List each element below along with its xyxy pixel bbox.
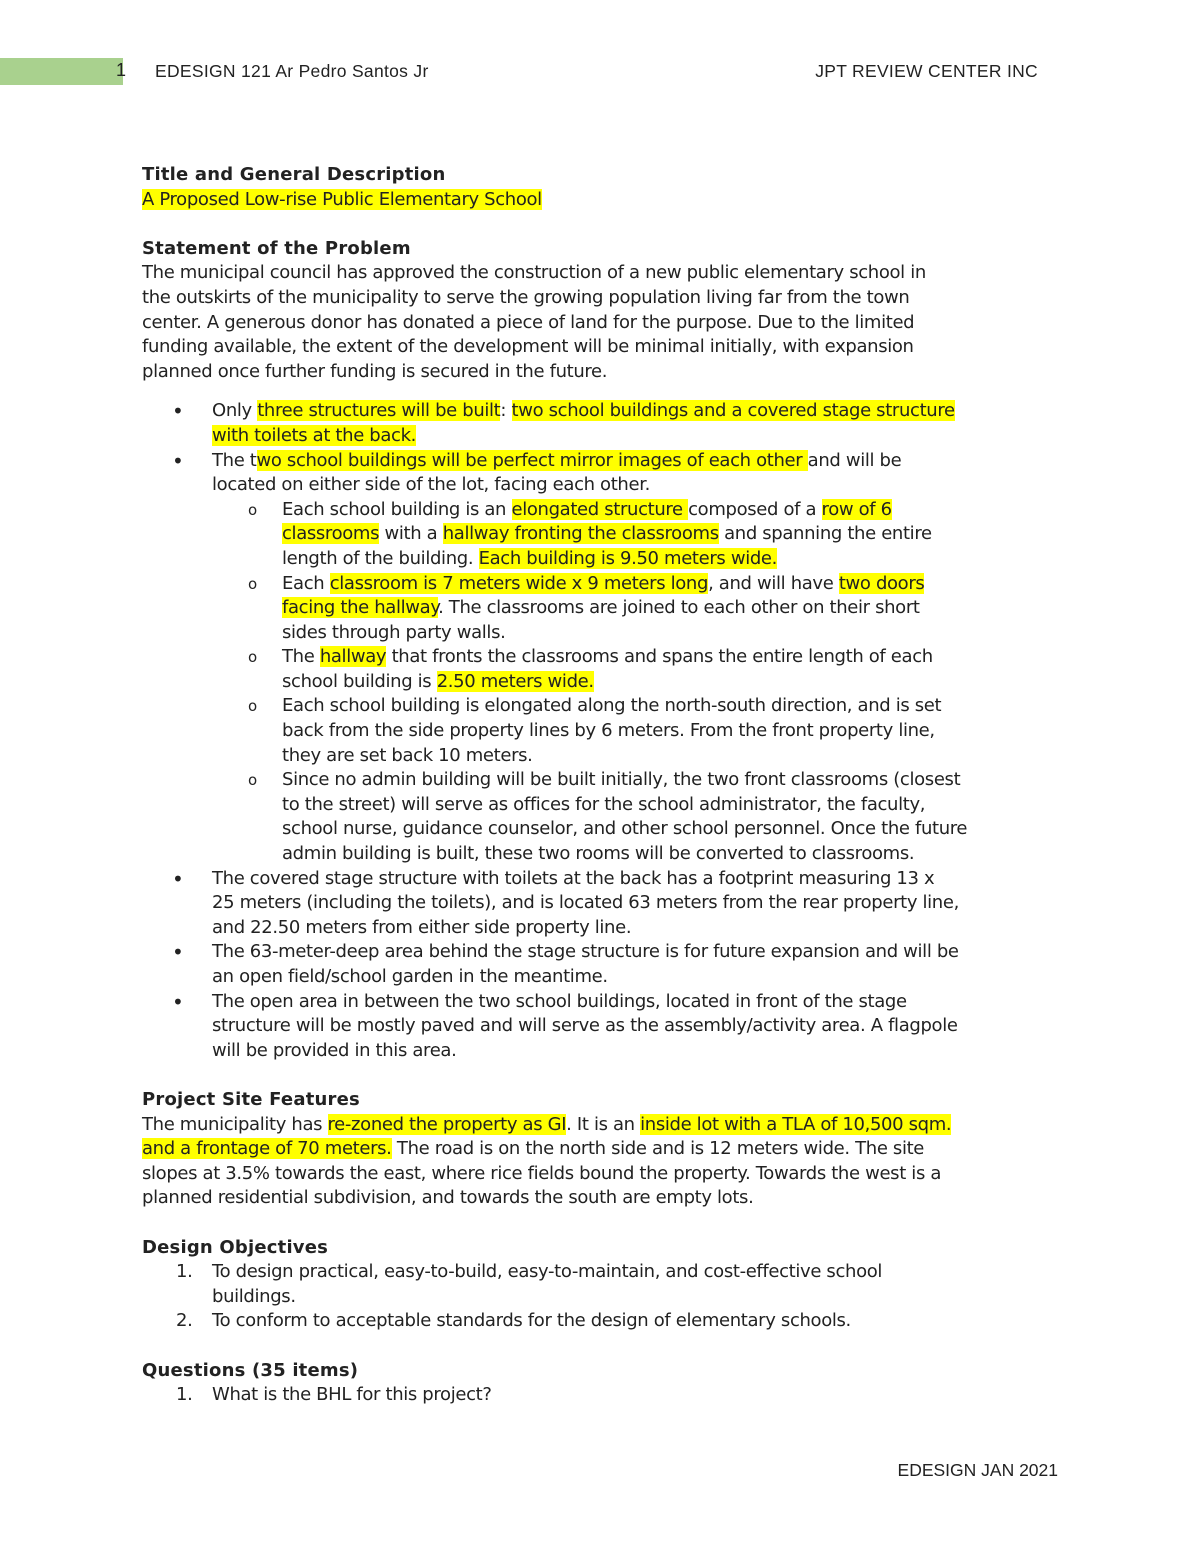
highlighted-text: facing the hallway (282, 597, 439, 619)
list-number: 1. (176, 1261, 193, 1283)
bullet-line (142, 916, 1082, 941)
section-heading: Title and General Description (142, 164, 446, 185)
bullet-line (142, 990, 1082, 1015)
text-run: Each school building is an (282, 498, 512, 520)
text-run: 25 meters (including the toilets), and is located 63 meters from the rear property line, (212, 892, 959, 914)
highlighted-text: wo school buildings will be perfect mirror images of each other (256, 449, 808, 471)
text-run: admin building is built, these two rooms will be converted to classrooms. (282, 843, 915, 865)
numbered-line (142, 1383, 1082, 1408)
sub-bullet-line (142, 719, 1082, 744)
text-run: the outskirts of the municipality to serve the growing population living far from the town (142, 286, 910, 308)
sub-bullet-line (142, 596, 1082, 621)
text-run: Since no admin building will be built initially, the two front classrooms (closest (282, 769, 961, 791)
header-course-title: EDESIGN 121 Ar Pedro Santos Jr (155, 61, 429, 81)
text-line (142, 286, 1082, 311)
bullet-line (142, 1014, 1082, 1039)
text-line (142, 311, 1082, 336)
spacer (142, 384, 1082, 399)
text-run: The covered stage structure with toilets at the back has a footprint measuring 13 x (212, 867, 935, 889)
bullet-line (142, 940, 1082, 965)
text-run: Each (282, 572, 330, 594)
sub-bullet-line (142, 817, 1082, 842)
text-line (142, 1113, 1082, 1138)
sub-bullet-line (142, 670, 1082, 695)
text-run: school nurse, guidance counselor, and other school personnel. Once the future (282, 818, 968, 840)
text-line (142, 188, 1082, 213)
text-run: The (282, 646, 320, 668)
text-run: and 22.50 meters from either side property line. (212, 916, 632, 938)
spacer (142, 1334, 1082, 1359)
highlighted-text: elongated structure (511, 498, 689, 520)
text-run: Each school building is elongated along the north-south direction, and is set (282, 695, 942, 717)
highlighted-text: classrooms (282, 523, 380, 545)
bullet-icon: o (248, 648, 257, 667)
sub-bullet-line (142, 645, 1082, 670)
text-run: planned once further funding is secured in the future. (142, 360, 608, 382)
section-heading: Questions (35 items) (142, 1359, 359, 1381)
text-run: The municipal council has approved the construction of a new public elementary school in (142, 262, 926, 284)
highlighted-text: A Proposed Low-rise Public Elementary School (142, 188, 542, 210)
bullet-line (142, 965, 1082, 990)
text-run: buildings. (212, 1285, 296, 1307)
highlighted-text: row of 6 (821, 498, 892, 520)
text-run: and will be (807, 449, 902, 471)
text-run: The road is on the north side and is 12 meters wide. The site (391, 1138, 925, 1160)
text-line (142, 261, 1082, 286)
sub-bullet-line (142, 572, 1082, 597)
text-line (142, 1186, 1082, 1211)
highlighted-text: hallway (319, 646, 387, 668)
text-run: school building is (282, 670, 437, 692)
highlighted-text: re-zoned the property as GI (327, 1113, 567, 1135)
spacer (142, 1211, 1082, 1236)
bullet-line (142, 1039, 1082, 1064)
bullet-icon: o (248, 500, 257, 519)
bullet-icon: • (172, 399, 184, 424)
highlighted-text: and a frontage of 70 meters. (142, 1138, 392, 1160)
text-run: The open area in between the two school buildings, located in front of the stage (212, 990, 907, 1012)
bullet-line (142, 473, 1082, 498)
page-number: 1 (115, 60, 126, 80)
section-heading: Design Objectives (142, 1236, 329, 1258)
text-run: and spanning the entire (718, 523, 932, 545)
text-line (142, 360, 1082, 385)
text-run: back from the side property lines by 6 meters. From the front property line, (282, 720, 935, 742)
highlighted-text: three structures will be built (257, 400, 501, 422)
bullet-icon: o (248, 574, 257, 593)
text-run: : (500, 400, 512, 422)
sub-bullet-line (142, 768, 1082, 793)
bullet-line (142, 867, 1082, 892)
text-run: located on either side of the lot, facing each other. (212, 474, 650, 496)
text-run: , and will have (708, 572, 839, 594)
bullet-line (142, 891, 1082, 916)
sub-bullet-line (142, 547, 1082, 572)
highlighted-text: 2.50 meters wide. (436, 670, 594, 692)
highlighted-text: Each building is 9.50 meters wide. (478, 547, 778, 569)
text-run: The municipality has (142, 1113, 328, 1135)
spacer (142, 212, 1082, 237)
sub-bullet-line (142, 621, 1082, 646)
highlighted-text: classroom is 7 meters wide x 9 meters long (329, 572, 709, 594)
text-run: sides through party walls. (282, 621, 506, 643)
bullet-line (142, 399, 1082, 424)
bullet-icon: • (172, 989, 184, 1014)
section-heading: Project Site Features (142, 1088, 360, 1110)
footer-text: EDESIGN JAN 2021 (897, 1460, 1058, 1480)
numbered-line (142, 1309, 1082, 1334)
sub-bullet-line (142, 498, 1082, 523)
bullet-icon: • (172, 866, 184, 891)
text-run: will be provided in this area. (212, 1039, 457, 1061)
highlighted-text: hallway fronting the classrooms (442, 523, 719, 545)
section-heading: Statement of the Problem (142, 237, 411, 259)
document-body (142, 163, 1082, 1408)
bullet-icon: • (172, 448, 184, 473)
text-run: length of the building. (282, 547, 479, 569)
highlighted-text: inside lot with a TLA of 10,500 sqm. (640, 1113, 952, 1135)
text-run: funding available, the extent of the development will be minimal initially, with expansion (142, 336, 914, 358)
text-run: Only (212, 400, 258, 422)
sub-bullet-line (142, 793, 1082, 818)
text-run: . It is an (566, 1113, 641, 1135)
text-run: with a (379, 523, 443, 545)
bullet-icon: o (248, 697, 257, 716)
text-run: What is the BHL for this project? (212, 1384, 492, 1406)
highlighted-text: two school buildings and a covered stage structure (511, 400, 955, 422)
text-run: structure will be mostly paved and will serve as the assembly/activity area. A flagpole (212, 1015, 958, 1037)
text-line (142, 335, 1082, 360)
bullet-line (142, 449, 1082, 474)
text-run: planned residential subdivision, and towards the south are empty lots. (142, 1187, 754, 1209)
text-run: center. A generous donor has donated a piece of land for the purpose. Due to the limited (142, 311, 915, 333)
highlighted-text: with toilets at the back. (212, 424, 417, 446)
text-run: they are set back 10 meters. (282, 744, 533, 766)
text-run: To conform to acceptable standards for the design of elementary schools. (212, 1310, 851, 1332)
numbered-line (142, 1260, 1082, 1285)
text-run: To design practical, easy-to-build, easy-to-maintain, and cost-effective school (212, 1261, 883, 1283)
text-run: that fronts the classrooms and spans the entire length of each (386, 646, 933, 668)
numbered-line (142, 1285, 1082, 1310)
sub-bullet-line (142, 842, 1082, 867)
bullet-icon: o (248, 771, 257, 790)
highlighted-text: two doors (838, 572, 925, 594)
spacer (142, 1063, 1082, 1088)
bullet-line (142, 424, 1082, 449)
text-run: . The classrooms are joined to each other on their short (438, 597, 920, 619)
sub-bullet-line (142, 522, 1082, 547)
text-line (142, 1137, 1082, 1162)
text-run: The t (212, 449, 257, 471)
list-number: 1. (176, 1384, 193, 1406)
sub-bullet-line (142, 744, 1082, 769)
text-line (142, 1162, 1082, 1187)
bullet-icon: • (172, 940, 184, 965)
text-run: to the street) will serve as offices for the school administrator, the faculty, (282, 793, 926, 815)
text-run: composed of a (688, 498, 822, 520)
list-number: 2. (176, 1310, 193, 1332)
sub-bullet-line (142, 694, 1082, 719)
text-run: an open field/school garden in the meantime. (212, 966, 608, 987)
header-organization: JPT REVIEW CENTER INC (815, 61, 1038, 81)
text-run: The 63-meter-deep area behind the stage structure is for future expansion and will be (212, 941, 959, 963)
text-run: slopes at 3.5% towards the east, where rice fields bound the property. Towards the west is a (142, 1162, 942, 1184)
